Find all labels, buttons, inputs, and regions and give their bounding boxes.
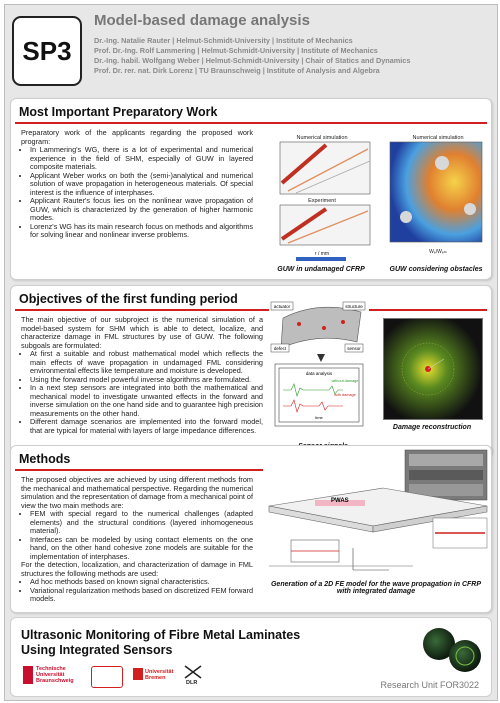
- label-defect: defect: [273, 346, 287, 351]
- defect-marker: [322, 326, 326, 330]
- footer-title-line-1: Ultrasonic Monitoring of Fibre Metal Laminates: [21, 628, 301, 642]
- list-item: • Variational regularization methods based on discretized FEM forward models.: [30, 587, 253, 604]
- methods-text: [21, 476, 253, 604]
- list-item: • Interfaces can be modeled by using contact elements on the one hand, on the other hand cohesive zone models are suitable for the implementation of interphases.: [30, 536, 253, 562]
- actuator-marker: [297, 322, 301, 326]
- prep-bullets: [21, 146, 253, 240]
- tu-logo-text: Technische Universität Braunschweig: [36, 666, 74, 685]
- bremen-logo-text: Universität Bremen: [145, 669, 174, 681]
- section-rule: [15, 122, 487, 124]
- obstacle-marker: [464, 203, 476, 215]
- section-methods: [10, 445, 492, 613]
- label-sensor: sensor: [347, 346, 361, 351]
- obstacle-plot: [386, 131, 486, 263]
- dlr-logo-text: DLR: [186, 680, 198, 686]
- obstacle-marker: [435, 156, 449, 170]
- fig2-label: Numerical simulation: [412, 135, 464, 141]
- objectives-text: [21, 316, 263, 435]
- dlr-logo: [183, 664, 203, 688]
- fe-model-diagram: [263, 448, 489, 578]
- list-item: • In Lammering's WG, there is a lot of experimental and numerical experience in the field of SHM, especially of GUW in layered composite materials.: [30, 146, 253, 172]
- tu-logo-mark: [23, 666, 33, 684]
- subproject-badge: SP3: [12, 16, 82, 86]
- author-line: Dr.-Ing. Natalie Rauter | Helmut-Schmidt-University | Institute of Mechanics: [94, 36, 353, 45]
- research-unit: Research Unit FOR3022: [380, 680, 479, 690]
- list-item: • Using the forward model powerful inverse algorithms are formulated.: [30, 376, 263, 385]
- hsu-logo: [91, 666, 123, 688]
- list-item: • Ad hoc methods based on known signal characteristics.: [30, 578, 253, 587]
- footer-title: [21, 628, 300, 658]
- prep-text: [21, 129, 253, 240]
- label-with-damage: with damage: [334, 393, 356, 397]
- figure-damage-reconstruction: [383, 318, 483, 420]
- author-line: Dr.-Ing. habil. Wolfgang Weber | Helmut-Schmidt-University | Chair of Statics and Dynamics: [94, 56, 411, 65]
- objectives-intro: The main objective of our subproject is the numerical simulation of a model-based system for SHM which is able to detect, localize, and characterize damage in FML structures by use of GUW. The following subgoals are formulated:: [21, 315, 263, 350]
- figure-sensor-schematic: [269, 296, 369, 444]
- label-actuator: actuator: [273, 304, 291, 309]
- figure-fe-model: [263, 448, 489, 578]
- guw-plot: [266, 131, 374, 263]
- dlr-logo-mark: [183, 664, 203, 680]
- caption-fe-model: Generation of a 2D FE model for the wave propagation in CFRP with integrated damage: [270, 581, 482, 595]
- methods-bullets-1: [21, 510, 253, 561]
- decorative-spheres: [421, 624, 481, 676]
- objectives-bullets: [21, 350, 263, 435]
- label-time: time: [315, 415, 323, 420]
- section-title: Methods: [19, 452, 71, 466]
- section-rule: [15, 309, 487, 311]
- obstacle-marker: [400, 211, 412, 223]
- label-data-analysis: data analysis: [305, 371, 333, 376]
- label-without-damage: without damage: [331, 379, 359, 383]
- sensor-marker: [341, 320, 345, 324]
- list-item: • Lorenz's WG has its main research focus on methods and algorithms for solving linear and nonlinear inverse problems.: [30, 223, 253, 240]
- methods-middle: For the detection, localization, and characterization of damage in FML structures the following methods are used:: [21, 560, 253, 578]
- figure-guw-undamaged: [266, 131, 374, 263]
- bremen-logo-mark: [133, 668, 143, 680]
- label-structure: structure: [345, 304, 363, 309]
- caption-guw-undamaged: GUW in undamaged CFRP: [277, 266, 365, 273]
- author-line: Prof. Dr. rer. nat. Dirk Lorenz | TU Braunschweig | Institute of Analysis and Algebra: [94, 66, 380, 75]
- list-item: • Applicant Weber works on both the (semi-)analytical and numerical solution of wave propagation in heterogeneous materials. Of special interest is the influence of interphases.: [30, 172, 253, 198]
- footer-title-line-2: Using Integrated Sensors: [21, 643, 173, 657]
- prep-intro: Preparatory work of the applicants regarding the proposed work program:: [21, 128, 253, 146]
- methods-bullets-2: [21, 578, 253, 604]
- list-item: • Different damage scenarios are implemented into the forward model, that are typical for material with layers of large impedance differences.: [30, 418, 263, 435]
- header-title: Model-based damage analysis: [94, 12, 310, 29]
- sensor-schematic: [269, 296, 369, 444]
- list-item: • At first a suitable and robust mathematical model which reflects the main effects of wave propagation in undamaged FML considering environmental effects like temperature and moisture is developed.: [30, 350, 263, 376]
- section-preparatory-work: [10, 98, 492, 280]
- fig1-xlabel: r / mm: [314, 251, 330, 257]
- poster-header: [10, 8, 490, 88]
- fig1-bottom-label: Experiment: [308, 198, 336, 204]
- section-objectives: [10, 285, 492, 457]
- fig1-top-label: Numerical simulation: [296, 135, 348, 141]
- fig2-xlabel: Wₑ/Wₑₘ: [429, 249, 447, 255]
- poster-footer: [10, 617, 492, 697]
- reconstruction-plot: [384, 319, 482, 419]
- list-item: • FEM with special regard to the numerical challenges (adapted elements) and the structural conditions (layered inhomogeneous material).: [30, 510, 253, 536]
- list-item: • Applicant Rauter's focus lies on the nonlinear wave propagation of GUW, which is characterized by the generation of higher harmonic modes.: [30, 197, 253, 223]
- tu-braunschweig-logo: [23, 664, 74, 688]
- author-line: Prof. Dr.-Ing. Rolf Lammering | Helmut-Schmidt-University | Institute of Mechanics: [94, 46, 378, 55]
- section-title: Most Important Preparatory Work: [19, 105, 218, 119]
- figure-guw-obstacles: [386, 131, 486, 263]
- methods-intro: The proposed objectives are achieved by using different methods from the mechanical and mathematical perspective. Regarding the numerical simulation and the representation of damage from a mechanical point of view the two main methods are:: [21, 475, 254, 510]
- caption-guw-obstacles: GUW considering obstacles: [389, 266, 483, 273]
- section-title: Objectives of the first funding period: [19, 292, 238, 306]
- list-item: • In a next step sensors are integrated into both the mathematical and mechanical model to investigate unwanted effects in the forward and inverse simulation on the one hand side and to guarantee high precision measurements on the other hand.: [30, 384, 263, 418]
- label-pwas: PWAS: [331, 498, 349, 504]
- caption-damage-reconstruction: Damage reconstruction: [392, 424, 472, 431]
- bremen-logo: [133, 664, 177, 686]
